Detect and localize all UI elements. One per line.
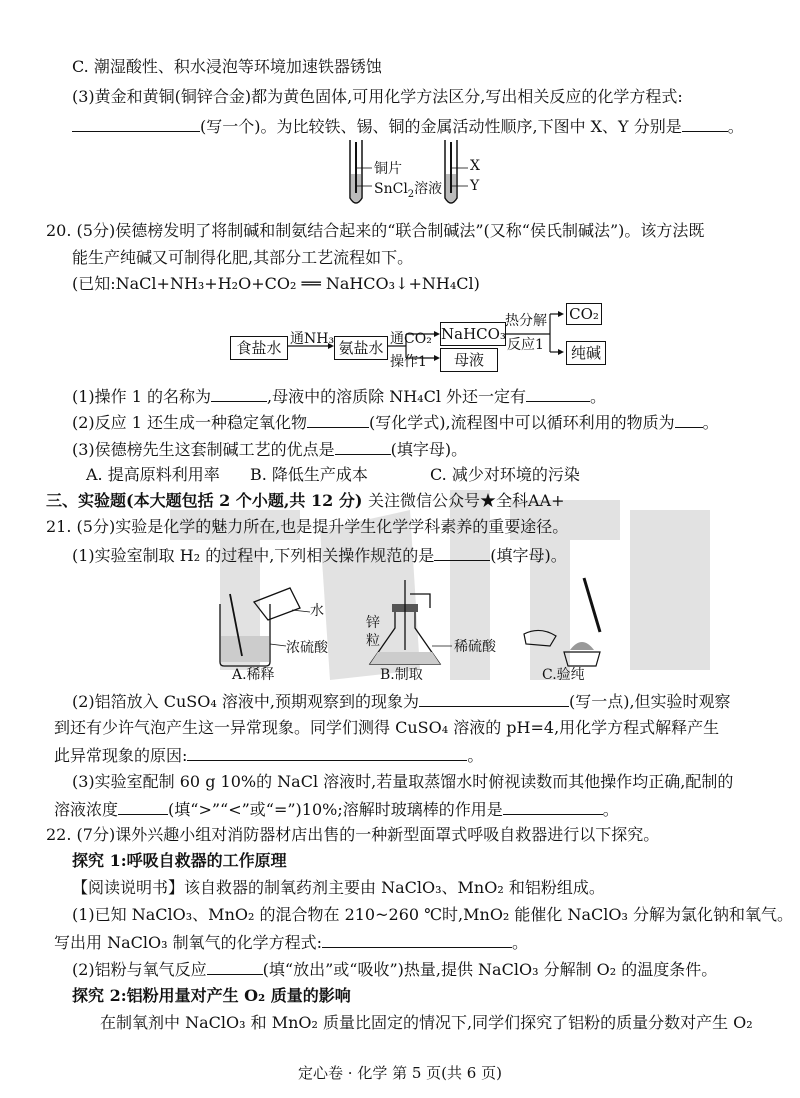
answer-blank[interactable]	[434, 544, 490, 561]
fig-a-acid-label: 浓硫酸	[286, 640, 328, 656]
flow-arrow3-label-b: 反应1	[507, 337, 544, 353]
fig-b-zinc-label-1: 锌	[366, 615, 380, 631]
q21-part2-line1: (2)铝箔放入 CuSO₄ 溶液中,预期观察到的现象为 (写一点),但实验时观察	[72, 692, 731, 711]
answer-blank[interactable]	[526, 385, 590, 402]
section-3-heading: 三、实验题(本大题包括 2 个小题,共 12 分) 关注微信公众号★全科AA+	[46, 491, 565, 510]
flow-arrow3-label-a: 热分解	[505, 313, 547, 329]
q21-part1: (1)实验室制取 H₂ 的过程中,下列相关操作规范的是 (填字母)。	[72, 546, 567, 565]
q22-inquiry-2: 探究 2:铝粉用量对产生 O₂ 质量的影响	[72, 986, 351, 1005]
flow-box-salt-water: 食盐水	[230, 336, 288, 360]
q22-inquiry-1: 探究 1:呼吸自救器的工作原理	[72, 851, 287, 870]
fig-b-acid-label: 稀硫酸	[454, 639, 496, 655]
fig-c-caption: C.验纯	[542, 667, 585, 683]
q20-part3: (3)侯德榜先生这套制碱工艺的优点是 (填字母)。	[72, 440, 468, 459]
q20-part2: (2)反应 1 还生成一种稳定氧化物 (写化学式),流程图中可以循环利用的物质为 。	[72, 413, 719, 432]
q20-stem-1: 20. (5分)侯德榜发明了将制碱和制氨结合起来的“联合制碱法”(又称“侯氏制碱法”)。该方法既	[46, 221, 705, 240]
answer-blank[interactable]	[118, 798, 168, 815]
q20-stem-2: 能生产纯碱又可制得化肥,其部分工艺流程如下。	[72, 248, 414, 267]
q22-last-line: 在制氧剂中 NaClO₃ 和 MnO₂ 质量比固定的情况下,同学们探究了铝粉的质量分数对产生 O₂	[100, 1013, 753, 1032]
q20-option-a: A. 提高原料利用率	[86, 465, 220, 484]
q21-part2-line2: 到还有少许气泡产生这一异常现象。同学们测得 CuSO₄ 溶液的 pH=4,用化学方程式解释产生	[54, 718, 720, 737]
fig-a-caption: A.稀释	[232, 667, 275, 683]
q22-reading: 【阅读说明书】该自救器的制氧药剂主要由 NaClO₃、MnO₂ 和铝粉组成。	[72, 878, 605, 897]
answer-blank[interactable]	[207, 958, 263, 975]
fig-b-zinc-label-2: 粒	[366, 633, 380, 649]
flow-arrow2-label-b: 操作1	[390, 354, 427, 370]
label-y: Y	[470, 178, 480, 194]
q19-part3-line2: (写一个)。为比较铁、锡、铜的金属活动性顺序,下图中 X、Y 分别是 。	[72, 115, 744, 138]
flow-arrow2-label-a: 通CO₂	[390, 331, 432, 347]
q20-option-b: B. 降低生产成本	[250, 465, 368, 484]
flow-box-co2: CO₂	[566, 303, 602, 325]
q22-part1-line2: 写出用 NaClO₃ 制氧气的化学方程式: 。	[54, 933, 529, 952]
answer-blank[interactable]	[72, 115, 200, 132]
answer-blank[interactable]	[307, 411, 369, 428]
q19-option-c: C. 潮湿酸性、积水浸泡等环境加速铁器锈蚀	[72, 57, 382, 76]
flow-box-soda-ash: 纯碱	[566, 341, 606, 365]
q21-part2-line3: 此异常现象的原因: 。	[54, 746, 484, 765]
flow-box-ammonia-brine: 氨盐水	[334, 336, 388, 360]
fig-b-caption: B.制取	[380, 667, 423, 683]
q20-known-equation: (已知:NaCl+NH₃+H₂O+CO₂ ══ NaHCO₃↓+NH₄Cl)	[72, 274, 480, 293]
q20-option-c: C. 减少对环境的污染	[430, 465, 580, 484]
q19-part3-line1: (3)黄金和黄铜(铜锌合金)都为黄色固体,可用化学方法区分,写出相关反应的化学方程式:	[72, 87, 683, 106]
answer-blank[interactable]	[335, 438, 391, 455]
flow-box-mother-liquor: 母液	[440, 348, 498, 372]
q22-stem: 22. (7分)课外兴趣小组对消防器材店出售的一种新型面罩式呼吸自救器进行以下探究。	[46, 825, 660, 844]
label-copper-sheet: 铜片	[374, 161, 402, 177]
flow-box-nahco3: NaHCO₃	[440, 322, 506, 346]
answer-blank[interactable]	[187, 744, 467, 761]
flow-arrow1-label: 通NH₃	[290, 331, 335, 347]
label-sncl2: SnCl$_2$溶液	[374, 181, 443, 200]
q22-part1-line1: (1)已知 NaClO₃、MnO₂ 的混合物在 210~260 ℃时,MnO₂ 能催化 NaClO₃ 分解为氯化钠和氧气。	[72, 905, 794, 924]
answer-blank[interactable]	[419, 690, 569, 707]
q22-part2: (2)铝粉与氧气反应 (填“放出”或“吸收”)热量,提供 NaClO₃ 分解制 O₂ 的温度条件。	[72, 960, 718, 979]
label-x: X	[470, 158, 480, 174]
q21-part3-line2: 溶液浓度 (填“>”“<”或“=”)10%;溶解时玻璃棒的作用是 。	[54, 800, 619, 819]
q21-part3-line1: (3)实验室配制 60 g 10%的 NaCl 溶液时,若量取蒸馏水时俯视读数而其他操作均正确,配制的	[72, 772, 734, 791]
answer-blank[interactable]	[322, 931, 512, 948]
q20-part1: (1)操作 1 的名称为 ,母液中的溶质除 NH₄Cl 外还一定有 。	[72, 387, 607, 406]
answer-blank[interactable]	[682, 115, 728, 132]
q21-stem: 21. (5分)实验是化学的魅力所在,也是提升学生化学学科素养的重要途径。	[46, 517, 569, 536]
answer-blank[interactable]	[675, 411, 703, 428]
fig-a-water-label: 水	[310, 603, 324, 619]
answer-blank[interactable]	[503, 798, 603, 815]
page-footer: 定心卷 · 化学 第 5 页(共 6 页)	[298, 1064, 502, 1082]
answer-blank[interactable]	[211, 385, 267, 402]
experiment-figures	[210, 574, 630, 674]
